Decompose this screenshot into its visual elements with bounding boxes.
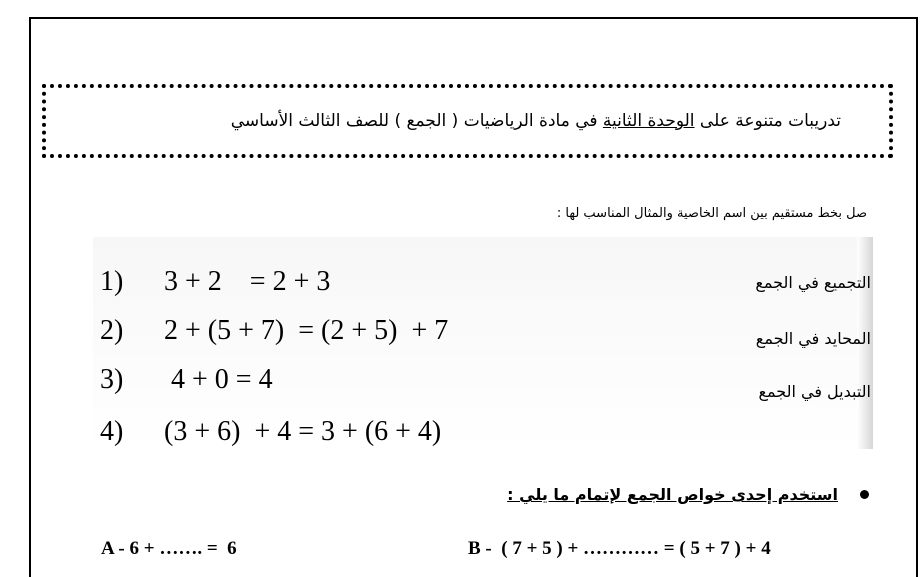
equation-number: 2) — [100, 315, 124, 346]
title-part: في مادة الرياضيات ( الجمع ) للصف الثالث الأساسي — [230, 111, 603, 131]
worksheet-title — [231, 111, 841, 131]
equation-number: 1) — [100, 266, 124, 297]
title-box — [42, 84, 893, 158]
property-grouping: التجميع في الجمع — [755, 273, 871, 292]
equation-4 — [100, 418, 441, 446]
task-2-heading — [507, 485, 869, 504]
equation-expression: 3 + 2 = 2 + 3 — [164, 266, 331, 297]
equation-expression: (3 + 6) + 4 = 3 + (6 + 4) — [164, 416, 442, 447]
equation-3 — [100, 366, 273, 394]
equation-2 — [100, 317, 448, 345]
fill-item-a: A - 6 + ……. = 6 — [101, 538, 237, 559]
title-part: تدريبات متنوعة على — [694, 111, 841, 131]
equation-expression: 2 + (5 + 7) = (2 + 5) + 7 — [164, 315, 449, 346]
equation-number: 3) — [100, 364, 124, 395]
task-2-text: استخدم إحدى خواص الجمع لإتمام ما يلي : — [507, 485, 838, 504]
fill-item-b: B - ( 7 + 5 ) + ………… = ( 5 + 7 ) + 4 — [468, 538, 771, 559]
title-underlined: الوحدة الثانية — [602, 111, 695, 131]
property-identity: المحايد في الجمع — [755, 329, 871, 348]
matching-instruction: صل بخط مستقيم بين اسم الخاصية والمثال المناسب لها : — [556, 206, 867, 221]
equation-number: 4) — [100, 416, 124, 447]
bullet-icon — [860, 490, 869, 499]
property-commutative: التبديل في الجمع — [758, 382, 871, 401]
equation-expression: 4 + 0 = 4 — [164, 364, 273, 395]
equation-1 — [100, 268, 330, 296]
